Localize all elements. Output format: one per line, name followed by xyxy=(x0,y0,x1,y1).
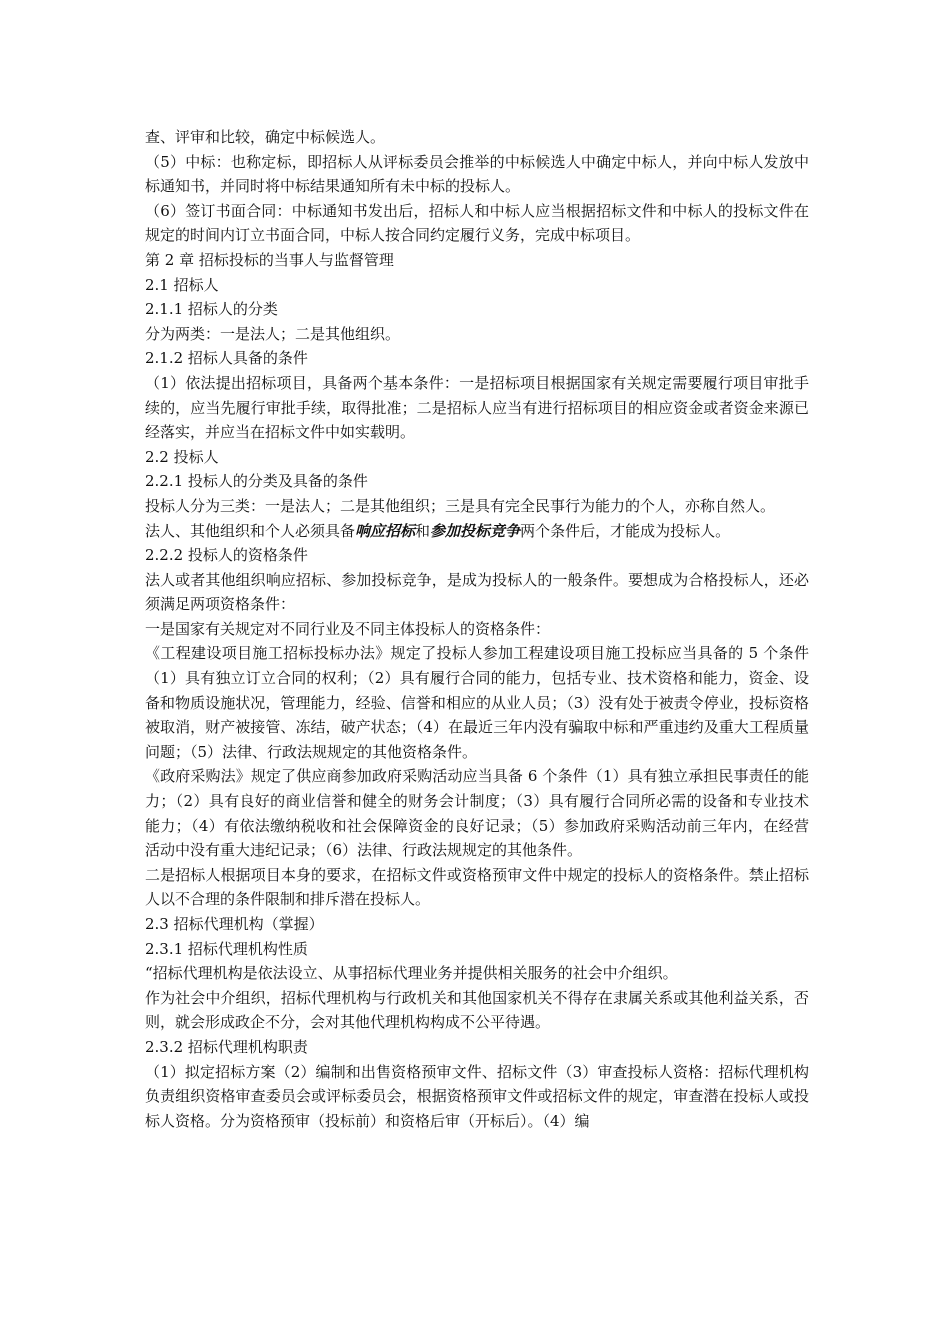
subsection-heading: 2.2.1 投标人的分类及具备的条件 xyxy=(145,472,368,491)
section-heading: 2.1 招标人 xyxy=(145,275,219,294)
paragraph: （1）依法提出招标项目，具备两个基本条件：一是招标项目根据国家有关规定需要履行项目审批手续的，应当先履行审批手续，取得批准；二是招标人应当有进行招标项目的相应资金或者资金来源已经落实，并应当在招标文件中如实载明。 xyxy=(145,373,809,442)
paragraph: 《工程建设项目施工招标投标办法》规定了投标人参加工程建设项目施工投标应当具备的 5 个条件（1）具有独立订立合同的权利；（2）具有履行合同的能力，包括专业、技术资格和能力，资金、设备和物质设施状况，管理能力，经验、信誉和相应的从业人员；（3）没有处于被责令停业，投标资格被取消，财产被接管、冻结，破产状态；（4）在最近三年内没有骗取中标和严重违约及重大工程质量问题；（5）法律、行政法规规定的其他资格条件。 xyxy=(145,644,809,761)
paragraph: （5）中标：也称定标，即招标人从评标委员会推举的中标候选人中确定中标人，并向中标人发放中标通知书，并同时将中标结果通知所有未中标的投标人。 xyxy=(145,152,809,196)
paragraph: 投标人分为三类：一是法人；二是其他组织；三是具有完全民事行为能力的个人，亦称自然人。 xyxy=(145,496,776,515)
paragraph: （1）拟定招标方案（2）编制和出售资格预审文件、招标文件（3）审查投标人资格：招标代理机构负责组织资格审查委员会或评标委员会，根据资格预审文件或招标文件的规定，审查潜在投标人或投标人资格。分为资格预审（投标前）和资格后审（开标后）。（4）编 xyxy=(145,1062,809,1130)
paragraph: 法人或者其他组织响应招标、参加投标竞争，是成为投标人的一般条件。要想成为合格投标人，还必须满足两项资格条件： xyxy=(145,570,809,614)
paragraph: “招标代理机构是依法设立、从事招标代理业务并提供相关服务的社会中介组织。 xyxy=(145,964,678,983)
paragraph: 一是国家有关规定对不同行业及不同主体投标人的资格条件： xyxy=(145,619,551,638)
paragraph: （6）签订书面合同：中标通知书发出后，招标人和中标人应当根据招标文件和中标人的投标文件在规定的时间内订立书面合同，中标人按合同约定履行义务，完成中标项目。 xyxy=(145,201,809,245)
paragraph-with-emphasis xyxy=(145,519,809,544)
paragraph: 二是招标人根据项目本身的要求，在招标文件或资格预审文件中规定的投标人的资格条件。禁止招标人以不合理的条件限制和排斥潜在投标人。 xyxy=(145,865,809,909)
paragraph: 作为社会中介组织，招标代理机构与行政机关和其他国家机关不得存在隶属关系或其他利益关系，否则，就会形成政企不分，会对其他代理机构构成不公平待遇。 xyxy=(145,988,809,1032)
text-run: 两个条件后，才能成为投标人。 xyxy=(520,521,731,540)
paragraph: 分为两类：一是法人；二是其他组织。 xyxy=(145,324,401,343)
paragraph: 《政府采购法》规定了供应商参加政府采购活动应当具备 6 个条件（1）具有独立承担民事责任的能力；（2）具有良好的商业信誉和健全的财务会计制度；（3）具有履行合同所必需的设备和专业技术能力；（4）有依法缴纳税收和社会保障资金的良好记录；（5）参加政府采购活动前三年内，在经营活动中没有重大违纪记录；（6）法律、行政法规规定的其他条件。 xyxy=(145,767,809,860)
subsection-heading: 2.3.2 招标代理机构职责 xyxy=(145,1037,308,1056)
document-page xyxy=(145,125,809,1133)
subsection-heading: 2.1.1 招标人的分类 xyxy=(145,300,278,319)
emphasis-text: 响应招标 xyxy=(355,521,416,540)
subsection-heading: 2.2.2 投标人的资格条件 xyxy=(145,546,308,565)
emphasis-text: 参加投标竞争 xyxy=(430,521,521,540)
subsection-heading: 2.3.1 招标代理机构性质 xyxy=(145,939,308,958)
subsection-heading: 2.1.2 招标人具备的条件 xyxy=(145,349,308,368)
text-run: 法人、其他组织和个人必须具备 xyxy=(145,521,356,540)
chapter-heading: 第 2 章 招标投标的当事人与监督管理 xyxy=(145,250,394,269)
section-heading: 2.2 投标人 xyxy=(145,447,219,466)
section-heading: 2.3 招标代理机构（掌握） xyxy=(145,915,324,933)
text-run: 和 xyxy=(415,521,431,540)
paragraph: 查、评审和比较，确定中标候选人。 xyxy=(145,128,386,146)
